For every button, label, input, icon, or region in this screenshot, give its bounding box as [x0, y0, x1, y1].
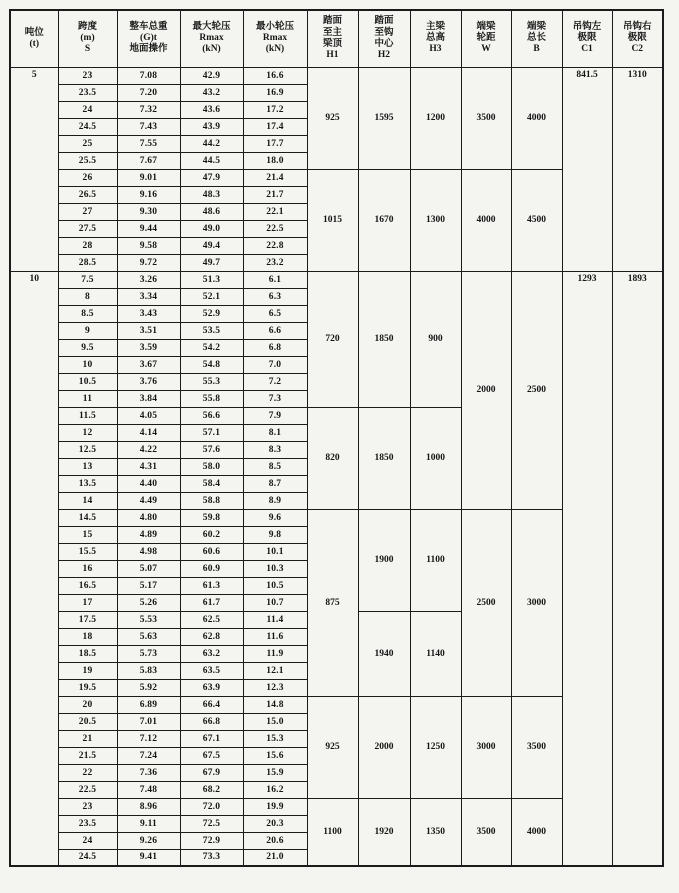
cell-rmax: 43.9 [180, 118, 243, 135]
cell-span: 23.5 [58, 815, 117, 832]
cell-rmin: 23.2 [243, 254, 307, 271]
cell-c2: 1893 [612, 271, 663, 866]
cell-b: 3000 [511, 509, 562, 696]
cell-rmax: 63.5 [180, 662, 243, 679]
cell-rmax: 61.7 [180, 594, 243, 611]
cell-total-weight: 5.73 [117, 645, 180, 662]
cell-rmin: 11.6 [243, 628, 307, 645]
header-w: 端梁 轮距 W [461, 10, 511, 67]
cell-span: 16.5 [58, 577, 117, 594]
cell-total-weight: 3.76 [117, 373, 180, 390]
cell-total-weight: 4.80 [117, 509, 180, 526]
cell-rmax: 63.9 [180, 679, 243, 696]
cell-rmin: 8.9 [243, 492, 307, 509]
cell-total-weight: 5.07 [117, 560, 180, 577]
cell-span: 12.5 [58, 441, 117, 458]
table-row [10, 67, 663, 84]
cell-h3: 1250 [410, 696, 461, 798]
cell-total-weight: 9.30 [117, 203, 180, 220]
cell-rmax: 43.2 [180, 84, 243, 101]
cell-total-weight: 3.34 [117, 288, 180, 305]
cell-rmin: 15.9 [243, 764, 307, 781]
cell-rmin: 7.2 [243, 373, 307, 390]
cell-w: 4000 [461, 169, 511, 271]
cell-total-weight: 7.12 [117, 730, 180, 747]
cell-total-weight: 9.11 [117, 815, 180, 832]
cell-total-weight: 4.14 [117, 424, 180, 441]
cell-rmax: 62.8 [180, 628, 243, 645]
cell-span: 23 [58, 798, 117, 815]
cell-rmin: 12.1 [243, 662, 307, 679]
cell-h3: 1350 [410, 798, 461, 866]
cell-total-weight: 8.96 [117, 798, 180, 815]
cell-rmax: 57.1 [180, 424, 243, 441]
cell-span: 13.5 [58, 475, 117, 492]
header-span: 跨度 (m) S [58, 10, 117, 67]
cell-h1: 925 [307, 67, 358, 169]
cell-total-weight: 5.83 [117, 662, 180, 679]
cell-span: 21.5 [58, 747, 117, 764]
cell-total-weight: 9.44 [117, 220, 180, 237]
cell-span: 14 [58, 492, 117, 509]
header-h1: 踏面 至主 梁顶 H1 [307, 10, 358, 67]
cell-rmin: 15.0 [243, 713, 307, 730]
cell-c2: 1310 [612, 67, 663, 271]
cell-tonnage: 10 [10, 271, 58, 866]
cell-total-weight: 5.26 [117, 594, 180, 611]
cell-span: 8 [58, 288, 117, 305]
cell-rmax: 59.8 [180, 509, 243, 526]
header-h2: 踏面 至钩 中心 H2 [358, 10, 410, 67]
cell-span: 8.5 [58, 305, 117, 322]
cell-h3: 900 [410, 271, 461, 407]
cell-h2: 1920 [358, 798, 410, 866]
cell-rmin: 7.9 [243, 407, 307, 424]
cell-h1: 720 [307, 271, 358, 407]
cell-total-weight: 3.67 [117, 356, 180, 373]
cell-h1: 925 [307, 696, 358, 798]
cell-tonnage: 5 [10, 67, 58, 271]
table-row [10, 271, 663, 288]
cell-total-weight: 5.53 [117, 611, 180, 628]
cell-rmin: 6.8 [243, 339, 307, 356]
cell-rmin: 17.7 [243, 135, 307, 152]
cell-rmax: 54.8 [180, 356, 243, 373]
cell-b: 4500 [511, 169, 562, 271]
cell-total-weight: 4.98 [117, 543, 180, 560]
cell-rmin: 9.6 [243, 509, 307, 526]
header-h3: 主梁 总高 H3 [410, 10, 461, 67]
cell-b: 4000 [511, 67, 562, 169]
crane-spec-table [9, 9, 664, 867]
cell-rmax: 58.0 [180, 458, 243, 475]
cell-span: 11 [58, 390, 117, 407]
cell-rmax: 60.6 [180, 543, 243, 560]
table-body [10, 67, 663, 866]
cell-rmin: 16.6 [243, 67, 307, 84]
cell-rmin: 6.6 [243, 322, 307, 339]
cell-total-weight: 7.67 [117, 152, 180, 169]
cell-rmin: 11.9 [243, 645, 307, 662]
cell-rmin: 21.0 [243, 849, 307, 866]
cell-total-weight: 7.32 [117, 101, 180, 118]
cell-total-weight: 3.51 [117, 322, 180, 339]
cell-h2: 1940 [358, 611, 410, 696]
cell-total-weight: 3.43 [117, 305, 180, 322]
cell-rmax: 49.7 [180, 254, 243, 271]
cell-total-weight: 7.20 [117, 84, 180, 101]
cell-span: 22 [58, 764, 117, 781]
header-c1: 吊钩左 极限 C1 [562, 10, 612, 67]
cell-rmax: 53.5 [180, 322, 243, 339]
cell-rmin: 6.3 [243, 288, 307, 305]
cell-rmax: 60.9 [180, 560, 243, 577]
cell-span: 19.5 [58, 679, 117, 696]
cell-total-weight: 4.31 [117, 458, 180, 475]
cell-span: 18.5 [58, 645, 117, 662]
cell-rmax: 72.9 [180, 832, 243, 849]
cell-rmax: 48.6 [180, 203, 243, 220]
header-b: 端梁 总长 B [511, 10, 562, 67]
cell-total-weight: 5.63 [117, 628, 180, 645]
cell-rmax: 47.9 [180, 169, 243, 186]
cell-span: 28 [58, 237, 117, 254]
cell-rmax: 49.0 [180, 220, 243, 237]
cell-h3: 1300 [410, 169, 461, 271]
cell-rmax: 52.9 [180, 305, 243, 322]
cell-total-weight: 5.17 [117, 577, 180, 594]
cell-rmax: 57.6 [180, 441, 243, 458]
cell-span: 24 [58, 832, 117, 849]
cell-rmin: 20.3 [243, 815, 307, 832]
cell-span: 14.5 [58, 509, 117, 526]
cell-span: 17 [58, 594, 117, 611]
cell-total-weight: 7.08 [117, 67, 180, 84]
cell-h1: 875 [307, 509, 358, 696]
cell-c1: 841.5 [562, 67, 612, 271]
cell-rmin: 11.4 [243, 611, 307, 628]
cell-total-weight: 9.01 [117, 169, 180, 186]
cell-total-weight: 7.36 [117, 764, 180, 781]
cell-rmin: 6.1 [243, 271, 307, 288]
cell-rmin: 15.3 [243, 730, 307, 747]
cell-rmax: 51.3 [180, 271, 243, 288]
cell-total-weight: 7.24 [117, 747, 180, 764]
cell-b: 3500 [511, 696, 562, 798]
cell-total-weight: 7.48 [117, 781, 180, 798]
cell-w: 3500 [461, 67, 511, 169]
cell-rmax: 44.2 [180, 135, 243, 152]
cell-span: 7.5 [58, 271, 117, 288]
cell-total-weight: 5.92 [117, 679, 180, 696]
cell-h1: 1100 [307, 798, 358, 866]
cell-span: 9.5 [58, 339, 117, 356]
cell-rmin: 10.7 [243, 594, 307, 611]
cell-total-weight: 3.59 [117, 339, 180, 356]
cell-total-weight: 9.72 [117, 254, 180, 271]
cell-span: 23 [58, 67, 117, 84]
cell-rmax: 61.3 [180, 577, 243, 594]
cell-span: 15 [58, 526, 117, 543]
cell-span: 26.5 [58, 186, 117, 203]
cell-span: 24.5 [58, 849, 117, 866]
cell-rmin: 9.8 [243, 526, 307, 543]
cell-rmin: 7.0 [243, 356, 307, 373]
cell-h3: 1200 [410, 67, 461, 169]
cell-span: 9 [58, 322, 117, 339]
cell-rmax: 62.5 [180, 611, 243, 628]
header-tonnage: 吨位 (t) [10, 10, 58, 67]
cell-w: 2000 [461, 271, 511, 509]
cell-rmin: 22.1 [243, 203, 307, 220]
cell-rmax: 42.9 [180, 67, 243, 84]
cell-span: 10 [58, 356, 117, 373]
cell-total-weight: 6.89 [117, 696, 180, 713]
cell-rmin: 18.0 [243, 152, 307, 169]
cell-c1: 1293 [562, 271, 612, 866]
cell-h2: 1900 [358, 509, 410, 611]
cell-rmin: 8.3 [243, 441, 307, 458]
cell-span: 25.5 [58, 152, 117, 169]
cell-span: 27.5 [58, 220, 117, 237]
cell-rmax: 60.2 [180, 526, 243, 543]
cell-rmax: 58.4 [180, 475, 243, 492]
cell-span: 21 [58, 730, 117, 747]
cell-rmax: 55.3 [180, 373, 243, 390]
cell-span: 11.5 [58, 407, 117, 424]
cell-rmin: 8.5 [243, 458, 307, 475]
cell-total-weight: 4.49 [117, 492, 180, 509]
cell-total-weight: 7.55 [117, 135, 180, 152]
cell-rmax: 73.3 [180, 849, 243, 866]
cell-span: 24.5 [58, 118, 117, 135]
cell-rmax: 68.2 [180, 781, 243, 798]
cell-rmax: 52.1 [180, 288, 243, 305]
cell-span: 17.5 [58, 611, 117, 628]
cell-rmin: 14.8 [243, 696, 307, 713]
cell-span: 13 [58, 458, 117, 475]
cell-rmax: 66.4 [180, 696, 243, 713]
cell-rmin: 8.7 [243, 475, 307, 492]
cell-w: 3500 [461, 798, 511, 866]
cell-rmin: 6.5 [243, 305, 307, 322]
cell-w: 3000 [461, 696, 511, 798]
cell-rmin: 15.6 [243, 747, 307, 764]
header-c2: 吊钩右 极限 C2 [612, 10, 663, 67]
cell-span: 20.5 [58, 713, 117, 730]
cell-rmin: 22.8 [243, 237, 307, 254]
cell-b: 2500 [511, 271, 562, 509]
cell-h2: 1670 [358, 169, 410, 271]
cell-rmin: 19.9 [243, 798, 307, 815]
cell-rmax: 44.5 [180, 152, 243, 169]
header-max-wheel-load: 最大轮压 Rmax (kN) [180, 10, 243, 67]
cell-rmax: 48.3 [180, 186, 243, 203]
cell-h1: 1015 [307, 169, 358, 271]
cell-rmin: 10.1 [243, 543, 307, 560]
cell-total-weight: 3.84 [117, 390, 180, 407]
cell-rmax: 67.9 [180, 764, 243, 781]
cell-span: 22.5 [58, 781, 117, 798]
cell-total-weight: 4.05 [117, 407, 180, 424]
cell-span: 25 [58, 135, 117, 152]
cell-span: 10.5 [58, 373, 117, 390]
cell-h2: 1850 [358, 271, 410, 407]
cell-rmax: 67.1 [180, 730, 243, 747]
cell-rmin: 16.9 [243, 84, 307, 101]
cell-total-weight: 9.41 [117, 849, 180, 866]
header-total-weight: 整车总重 (G)t 地面操作 [117, 10, 180, 67]
cell-span: 18 [58, 628, 117, 645]
cell-rmin: 20.6 [243, 832, 307, 849]
cell-rmin: 12.3 [243, 679, 307, 696]
cell-span: 26 [58, 169, 117, 186]
cell-total-weight: 3.26 [117, 271, 180, 288]
cell-span: 20 [58, 696, 117, 713]
cell-h3: 1000 [410, 407, 461, 509]
cell-b: 4000 [511, 798, 562, 866]
cell-h2: 2000 [358, 696, 410, 798]
cell-rmax: 49.4 [180, 237, 243, 254]
cell-span: 28.5 [58, 254, 117, 271]
cell-total-weight: 9.58 [117, 237, 180, 254]
cell-rmin: 7.3 [243, 390, 307, 407]
cell-rmax: 55.8 [180, 390, 243, 407]
cell-rmax: 72.0 [180, 798, 243, 815]
cell-rmin: 16.2 [243, 781, 307, 798]
cell-rmax: 58.8 [180, 492, 243, 509]
cell-rmax: 67.5 [180, 747, 243, 764]
cell-span: 12 [58, 424, 117, 441]
cell-rmax: 72.5 [180, 815, 243, 832]
cell-h3: 1100 [410, 509, 461, 611]
cell-rmin: 21.7 [243, 186, 307, 203]
cell-rmax: 54.2 [180, 339, 243, 356]
cell-w: 2500 [461, 509, 511, 696]
cell-total-weight: 7.43 [117, 118, 180, 135]
cell-rmin: 10.5 [243, 577, 307, 594]
cell-rmax: 43.6 [180, 101, 243, 118]
cell-total-weight: 9.16 [117, 186, 180, 203]
cell-rmax: 63.2 [180, 645, 243, 662]
cell-h2: 1595 [358, 67, 410, 169]
cell-rmin: 21.4 [243, 169, 307, 186]
cell-rmin: 17.2 [243, 101, 307, 118]
cell-span: 24 [58, 101, 117, 118]
cell-span: 15.5 [58, 543, 117, 560]
cell-rmin: 17.4 [243, 118, 307, 135]
cell-total-weight: 4.40 [117, 475, 180, 492]
cell-span: 27 [58, 203, 117, 220]
cell-span: 23.5 [58, 84, 117, 101]
cell-span: 16 [58, 560, 117, 577]
cell-h1: 820 [307, 407, 358, 509]
cell-rmin: 8.1 [243, 424, 307, 441]
cell-rmax: 66.8 [180, 713, 243, 730]
cell-total-weight: 4.89 [117, 526, 180, 543]
cell-rmin: 22.5 [243, 220, 307, 237]
table-header [10, 10, 663, 67]
cell-span: 19 [58, 662, 117, 679]
cell-rmin: 10.3 [243, 560, 307, 577]
header-min-wheel-load: 最小轮压 Rmax (kN) [243, 10, 307, 67]
cell-rmax: 56.6 [180, 407, 243, 424]
cell-total-weight: 7.01 [117, 713, 180, 730]
cell-h3: 1140 [410, 611, 461, 696]
cell-h2: 1850 [358, 407, 410, 509]
cell-total-weight: 9.26 [117, 832, 180, 849]
cell-total-weight: 4.22 [117, 441, 180, 458]
